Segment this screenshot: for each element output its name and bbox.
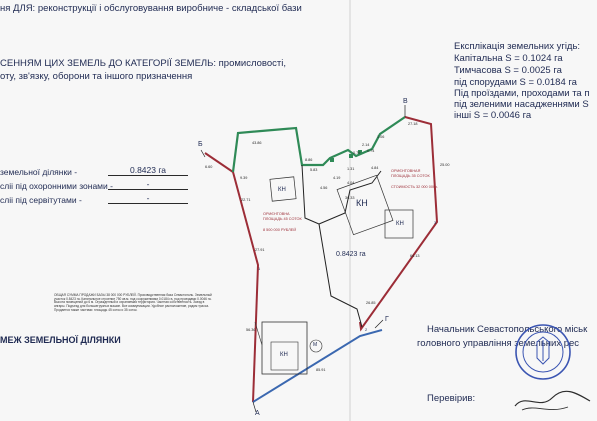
plot-area-label: земельної ділянки - — [0, 167, 78, 177]
building-label: М — [313, 342, 318, 348]
explication-title: Експлікація земельних угідь: — [454, 41, 581, 52]
dim-label: 9.39 — [240, 176, 248, 180]
dim-label: 25.00 — [440, 163, 450, 167]
dim-label: 4.84 — [371, 166, 379, 170]
point-v: В — [403, 98, 408, 105]
dim-label: 4.19 — [333, 176, 341, 180]
building-label: КН — [278, 187, 286, 193]
dim-label: 56.36 — [246, 328, 256, 332]
point-g: Г — [385, 316, 389, 323]
signature-tail — [522, 407, 568, 410]
dim-label: 0.79 — [353, 151, 361, 155]
dim-label: 4.04 — [347, 181, 355, 185]
dim-label: 43.86 — [252, 141, 262, 145]
explication-line-5: під зеленими насадженнями S — [454, 99, 589, 110]
marker-3: 3 — [434, 220, 437, 225]
servitude-value-text: - — [146, 193, 150, 203]
dim-label: 5.83 — [310, 168, 318, 172]
plot-area-plan-label: 0.8423 га — [336, 251, 366, 258]
dim-label: 1.06 — [377, 135, 385, 139]
verified-label: Перевірив: — [427, 393, 476, 404]
dim-label: 85.91 — [316, 368, 326, 372]
explication-line-3: під спорудами S = 0.0184 га — [454, 77, 577, 88]
dim-label: 1.31 — [347, 167, 355, 171]
dim-label: 27.18 — [408, 122, 418, 126]
explication-line-6: інші S = 0.0046 га — [454, 110, 532, 121]
building-label: КН — [280, 352, 288, 358]
dim-label: 36.33 — [345, 196, 355, 200]
legend-text: ОБЩАЯ СУММА ПРОДАЖИ БАЗЫ 38 000 000 РУБЛЕЙ. Производственная база Севастополь. Земельный участок 0.8423 га. Капитальное строение 750 кв.м. под сооружениями 0.0184 га, под проездами 0.0046 га. Высота помещений до 6 м. Огражденный и охраняемая территория. Частная собственность. Заезд в ангары. Подъезд для большегрузных машин. Все коммуникации. Удобное расположение, рядом трасса. Продается также частями: площадь 45 соток и 35 соток. — [54, 293, 212, 312]
dim-label: 26.85 — [366, 301, 376, 305]
zone-left-line-3: 8 500 000 РУБЛЕЙ — [263, 228, 297, 232]
point-b: Б — [198, 141, 203, 148]
chief-line-2: головного управління земельних рес — [417, 338, 580, 349]
category-line-2: оту, зв'язку, оборони та іншого призначення — [0, 71, 193, 82]
zone-right-line-3: СТОИМОСТЬ 32 000 000р. — [391, 185, 439, 189]
dim-label: 27.91 — [255, 248, 265, 252]
marker-2: 2 — [365, 327, 368, 332]
signature — [515, 391, 590, 406]
explication-line-1: Капітальна S = 0.1024 га — [454, 53, 563, 64]
marker-1: 1 — [258, 266, 261, 271]
zone-right-title: ОРИЄНТОВНАЯ — [391, 169, 421, 173]
zone-right-line-2: ПЛОЩАДЬ 35 СОТОК — [391, 174, 430, 178]
building-label: КН — [396, 221, 404, 227]
explication-line-2: Тимчасова S = 0.0025 га — [454, 65, 562, 76]
purpose-line: ня ДЛЯ: реконструкції і обслуговування виробниче - складської бази — [0, 3, 302, 14]
dim-label: 8.86 — [305, 158, 313, 162]
protected-zones-label: сліі під охоронними зонами - — [0, 181, 113, 191]
dim-label: 64.13 — [410, 254, 420, 258]
servitude-label: сліі під сервітутами - — [0, 195, 82, 205]
zone-left-line-2: ПЛОЩАДЬ 45 СОТОК — [263, 217, 302, 221]
building-label: КН — [356, 198, 368, 208]
dim-label: 22.71 — [241, 198, 251, 202]
protected-zones-value-text: - — [146, 179, 150, 189]
category-line-1: СЕННЯМ ЦИХ ЗЕМЕЛЬ ДО КАТЕГОРІЇ ЗЕМЕЛЬ: промисловості, — [0, 58, 286, 69]
zone-left-title: ОРИЄНТОВНА — [263, 212, 290, 216]
explication-line-4: Під проїздами, проходами та п — [454, 88, 590, 99]
legend-title: МЕЖ ЗЕМЕЛЬНОЇ ДІЛЯНКИ — [0, 335, 121, 345]
dim-label: 2.14 — [362, 143, 370, 147]
dim-label: 6.60 — [205, 165, 213, 169]
point-a: А — [255, 410, 260, 417]
dim-label: 4.56 — [320, 186, 328, 190]
plot-area-value-text: 0.8423 га — [129, 165, 166, 175]
dim-label: 0.74 — [367, 149, 375, 153]
chief-line-1: Начальник Севастопольського міськ — [427, 324, 588, 335]
